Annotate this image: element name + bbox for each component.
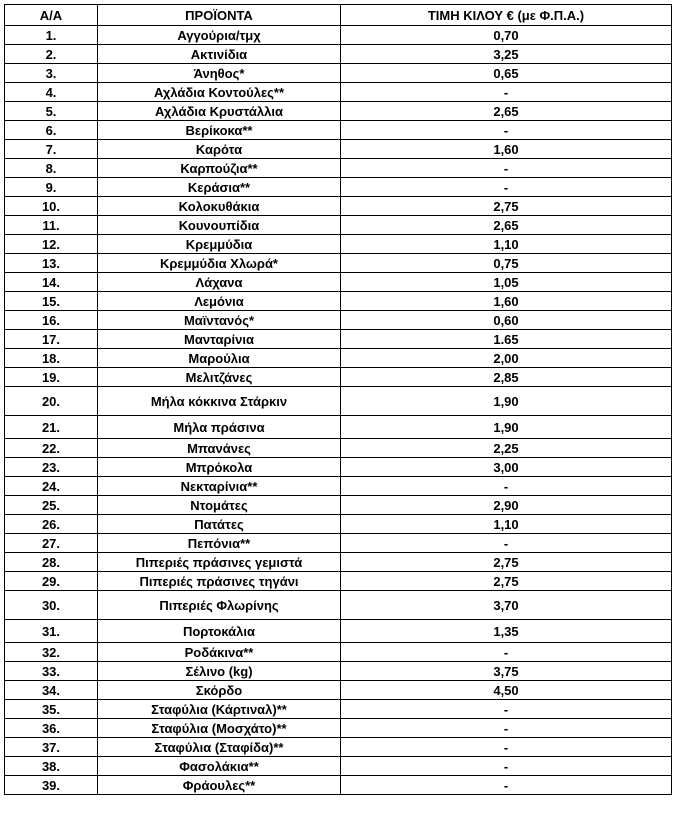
product-cell: Πεπόνια** xyxy=(98,534,341,553)
row-number-cell: 35. xyxy=(5,700,98,719)
row-number-cell: 18. xyxy=(5,349,98,368)
product-cell: Σταφύλια (Σταφίδα)** xyxy=(98,738,341,757)
table-row xyxy=(5,368,672,387)
product-cell: Νεκταρίνια** xyxy=(98,477,341,496)
header-row xyxy=(5,5,672,26)
price-cell: 0,65 xyxy=(341,64,672,83)
price-table-header xyxy=(5,5,672,26)
price-cell: 0,75 xyxy=(341,254,672,273)
row-number-cell: 8. xyxy=(5,159,98,178)
price-cell: 2,90 xyxy=(341,496,672,515)
row-number-cell: 24. xyxy=(5,477,98,496)
table-row xyxy=(5,572,672,591)
product-cell: Μήλα πράσινα xyxy=(98,416,341,439)
product-cell: Ακτινίδια xyxy=(98,45,341,64)
table-row xyxy=(5,738,672,757)
row-number-cell: 25. xyxy=(5,496,98,515)
product-cell: Κρεμμύδια Χλωρά* xyxy=(98,254,341,273)
product-cell: Πιπεριές Φλωρίνης xyxy=(98,591,341,620)
row-number-cell: 37. xyxy=(5,738,98,757)
product-cell: Λεμόνια xyxy=(98,292,341,311)
table-row xyxy=(5,416,672,439)
price-cell: 4,50 xyxy=(341,681,672,700)
product-cell: Αχλάδια Κρυστάλλια xyxy=(98,102,341,121)
row-number-cell: 11. xyxy=(5,216,98,235)
row-number-cell: 30. xyxy=(5,591,98,620)
table-row xyxy=(5,292,672,311)
table-row xyxy=(5,64,672,83)
price-cell: - xyxy=(341,534,672,553)
row-number-cell: 15. xyxy=(5,292,98,311)
row-number-cell: 1. xyxy=(5,26,98,45)
product-cell: Ντομάτες xyxy=(98,496,341,515)
row-number-cell: 39. xyxy=(5,776,98,795)
row-number-cell: 6. xyxy=(5,121,98,140)
price-cell: - xyxy=(341,700,672,719)
row-number-cell: 13. xyxy=(5,254,98,273)
price-cell: 0,60 xyxy=(341,311,672,330)
product-cell: Μελιτζάνες xyxy=(98,368,341,387)
price-cell: - xyxy=(341,643,672,662)
header-cell-price: ΤΙΜΗ ΚΙΛΟΥ € (με Φ.Π.Α.) xyxy=(341,5,672,26)
product-cell: Βερίκοκα** xyxy=(98,121,341,140)
product-cell: Καρότα xyxy=(98,140,341,159)
table-row xyxy=(5,643,672,662)
product-cell: Αγγούρια/τμχ xyxy=(98,26,341,45)
row-number-cell: 33. xyxy=(5,662,98,681)
price-cell: - xyxy=(341,83,672,102)
price-cell: - xyxy=(341,738,672,757)
row-number-cell: 19. xyxy=(5,368,98,387)
product-cell: Λάχανα xyxy=(98,273,341,292)
row-number-cell: 23. xyxy=(5,458,98,477)
table-row xyxy=(5,216,672,235)
table-row xyxy=(5,159,672,178)
product-cell: Μπανάνες xyxy=(98,439,341,458)
row-number-cell: 5. xyxy=(5,102,98,121)
table-row xyxy=(5,330,672,349)
header-cell-product: ΠΡΟΪΟΝΤΑ xyxy=(98,5,341,26)
price-cell: 0,70 xyxy=(341,26,672,45)
table-row xyxy=(5,235,672,254)
product-cell: Πορτοκάλια xyxy=(98,620,341,643)
table-row xyxy=(5,681,672,700)
table-row xyxy=(5,496,672,515)
table-row xyxy=(5,349,672,368)
price-cell: - xyxy=(341,757,672,776)
product-cell: Φασολάκια** xyxy=(98,757,341,776)
price-cell: 2,00 xyxy=(341,349,672,368)
row-number-cell: 29. xyxy=(5,572,98,591)
row-number-cell: 17. xyxy=(5,330,98,349)
price-cell: 2,65 xyxy=(341,216,672,235)
price-cell: - xyxy=(341,776,672,795)
price-cell: 1,90 xyxy=(341,416,672,439)
product-cell: Σέλινο (kg) xyxy=(98,662,341,681)
product-cell: Μανταρίνια xyxy=(98,330,341,349)
table-row xyxy=(5,776,672,795)
price-cell: 2,25 xyxy=(341,439,672,458)
price-table-body xyxy=(5,26,672,795)
table-row xyxy=(5,387,672,416)
product-cell: Φράουλες** xyxy=(98,776,341,795)
product-cell: Μαϊντανός* xyxy=(98,311,341,330)
row-number-cell: 4. xyxy=(5,83,98,102)
table-row xyxy=(5,178,672,197)
price-cell: 2,85 xyxy=(341,368,672,387)
table-row xyxy=(5,534,672,553)
row-number-cell: 2. xyxy=(5,45,98,64)
product-cell: Πιπεριές πράσινες τηγάνι xyxy=(98,572,341,591)
product-cell: Ροδάκινα** xyxy=(98,643,341,662)
product-cell: Σκόρδο xyxy=(98,681,341,700)
price-cell: 1,60 xyxy=(341,292,672,311)
table-row xyxy=(5,620,672,643)
table-row xyxy=(5,719,672,738)
table-row xyxy=(5,254,672,273)
table-row xyxy=(5,439,672,458)
table-row xyxy=(5,553,672,572)
product-cell: Άνηθος* xyxy=(98,64,341,83)
price-cell: - xyxy=(341,477,672,496)
row-number-cell: 9. xyxy=(5,178,98,197)
row-number-cell: 12. xyxy=(5,235,98,254)
product-cell: Μπρόκολα xyxy=(98,458,341,477)
product-cell: Πατάτες xyxy=(98,515,341,534)
table-row xyxy=(5,700,672,719)
price-cell: 2,65 xyxy=(341,102,672,121)
row-number-cell: 36. xyxy=(5,719,98,738)
row-number-cell: 14. xyxy=(5,273,98,292)
row-number-cell: 26. xyxy=(5,515,98,534)
table-row xyxy=(5,45,672,64)
price-cell: 1,10 xyxy=(341,235,672,254)
table-row xyxy=(5,140,672,159)
price-cell: 2,75 xyxy=(341,197,672,216)
price-cell: - xyxy=(341,178,672,197)
table-row xyxy=(5,591,672,620)
row-number-cell: 27. xyxy=(5,534,98,553)
price-cell: 1,10 xyxy=(341,515,672,534)
row-number-cell: 32. xyxy=(5,643,98,662)
row-number-cell: 16. xyxy=(5,311,98,330)
row-number-cell: 21. xyxy=(5,416,98,439)
price-cell: 2,75 xyxy=(341,572,672,591)
price-cell: 1,05 xyxy=(341,273,672,292)
table-row xyxy=(5,121,672,140)
row-number-cell: 10. xyxy=(5,197,98,216)
table-row xyxy=(5,515,672,534)
price-cell: 1,90 xyxy=(341,387,672,416)
product-cell: Σταφύλια (Μοσχάτο)** xyxy=(98,719,341,738)
row-number-cell: 20. xyxy=(5,387,98,416)
product-cell: Μαρούλια xyxy=(98,349,341,368)
price-cell: 3,70 xyxy=(341,591,672,620)
table-row xyxy=(5,662,672,681)
table-row xyxy=(5,102,672,121)
product-cell: Μήλα κόκκινα Στάρκιν xyxy=(98,387,341,416)
row-number-cell: 28. xyxy=(5,553,98,572)
product-cell: Κουνουπίδια xyxy=(98,216,341,235)
row-number-cell: 34. xyxy=(5,681,98,700)
price-cell: 1.65 xyxy=(341,330,672,349)
price-cell: 3,00 xyxy=(341,458,672,477)
price-cell: 3,25 xyxy=(341,45,672,64)
table-row xyxy=(5,83,672,102)
price-cell: - xyxy=(341,159,672,178)
table-row xyxy=(5,273,672,292)
price-cell: - xyxy=(341,121,672,140)
table-row xyxy=(5,26,672,45)
product-cell: Σταφύλια (Κάρτιναλ)** xyxy=(98,700,341,719)
table-row xyxy=(5,197,672,216)
product-cell: Καρπούζια** xyxy=(98,159,341,178)
row-number-cell: 3. xyxy=(5,64,98,83)
price-cell: 1,35 xyxy=(341,620,672,643)
table-row xyxy=(5,757,672,776)
table-row xyxy=(5,311,672,330)
row-number-cell: 7. xyxy=(5,140,98,159)
table-row xyxy=(5,477,672,496)
row-number-cell: 22. xyxy=(5,439,98,458)
row-number-cell: 38. xyxy=(5,757,98,776)
price-cell: 2,75 xyxy=(341,553,672,572)
product-cell: Κρεμμύδια xyxy=(98,235,341,254)
product-cell: Πιπεριές πράσινες γεμιστά xyxy=(98,553,341,572)
price-table xyxy=(4,4,672,795)
product-cell: Αχλάδια Κοντούλες** xyxy=(98,83,341,102)
row-number-cell: 31. xyxy=(5,620,98,643)
price-cell: - xyxy=(341,719,672,738)
product-cell: Κολοκυθάκια xyxy=(98,197,341,216)
price-cell: 3,75 xyxy=(341,662,672,681)
price-cell: 1,60 xyxy=(341,140,672,159)
product-cell: Κεράσια** xyxy=(98,178,341,197)
header-cell-index: Α/Α xyxy=(5,5,98,26)
table-row xyxy=(5,458,672,477)
